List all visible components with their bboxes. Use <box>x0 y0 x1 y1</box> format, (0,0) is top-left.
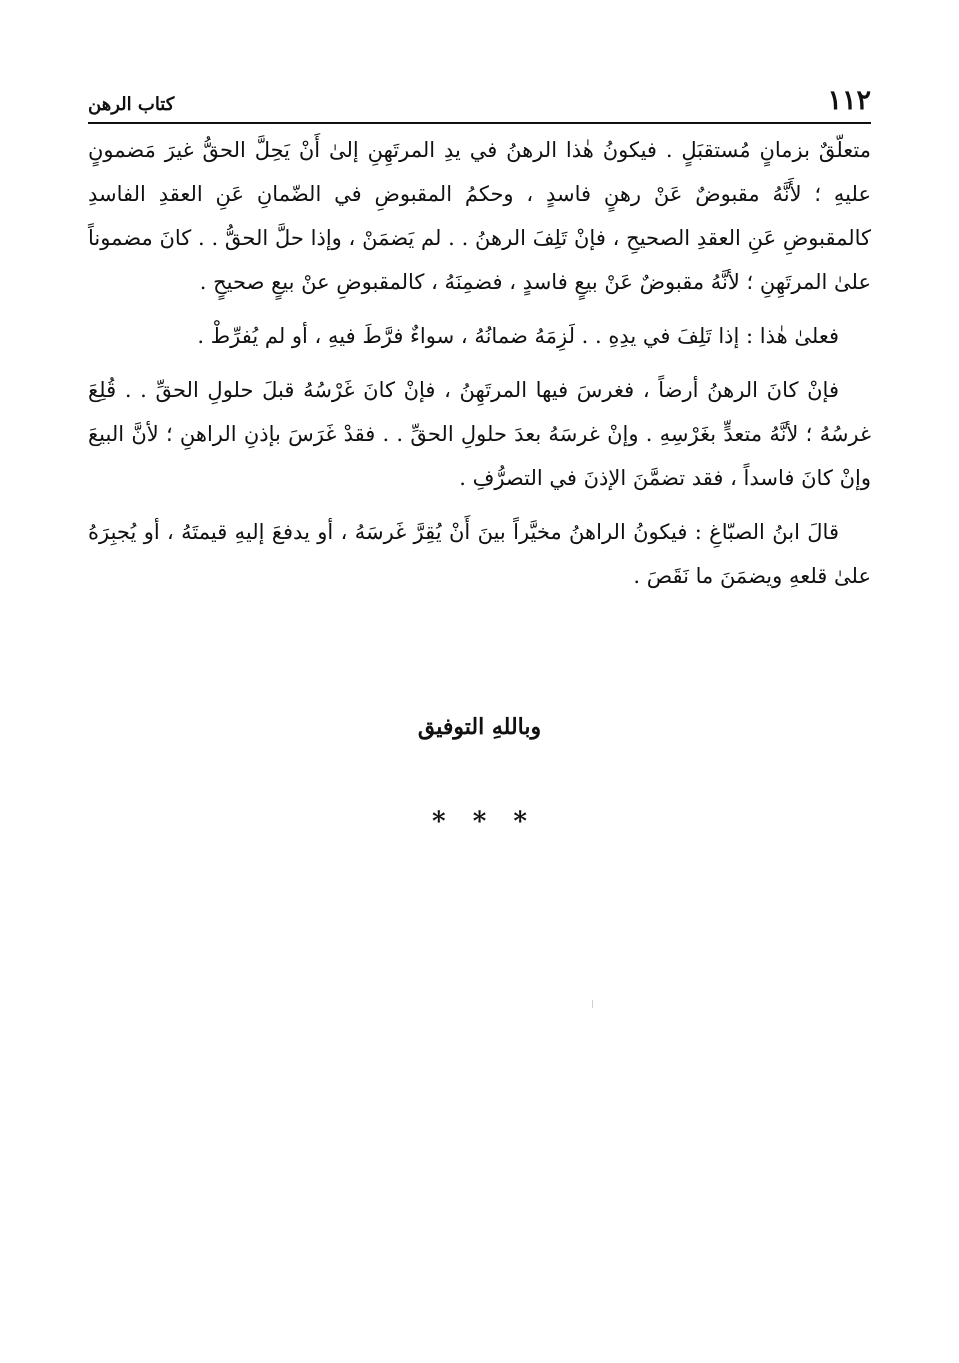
header-rule <box>88 122 871 124</box>
paragraph-2: فعلىٰ هٰذا : إذا تَلِفَ في يدِهِ . . لَزِمَهُ ضمانُهُ ، سواءٌ فرَّطَ فيهِ ، أو لم يُفرِّطْ . <box>197 324 839 348</box>
closing-phrase: وباللهِ التوفيق <box>417 714 542 740</box>
paragraph-1: متعلّقٌ بزمانٍ مُستقبَلٍ . فيكونُ هٰذا الرهنُ في يدِ المرتَهِنِ إلىٰ أَنْ يَحِلَّ الحقُّ غيرَ مَضمونٍ عليهِ ؛ لأَنَّهُ مقبوضٌ عَنْ رهنٍ فاسدٍ ، وحكمُ المقبوضِ في الضّمانِ عَنِ العقدِ الفاسدِ كالمقبوضِ عَنِ العقدِ الصحيحِ ، فإنْ تَلِفَ الرهنُ . . لم يَضمَنْ ، وإذا حلَّ الحقُّ . . كانَ مضموناً علىٰ المرتَهِنِ ؛ لأنَّهُ مقبوضٌ عَنْ بيعٍ فاسدٍ ، فضمِنَهُ ، كالمقبوضِ عنْ بيعٍ صحيحٍ . <box>88 138 871 294</box>
page-header <box>88 82 871 116</box>
running-title: كتاب الرهن <box>88 94 175 115</box>
body-text <box>88 128 871 608</box>
paragraph-3: فإنْ كانَ الرهنُ أرضاً ، فغرسَ فيها المرتَهِنُ ، فإنْ كانَ غَرْسُهُ قبلَ حلولِ الحقِّ . . قُلِعَ غرسُهُ ؛ لأنَّهُ متعدٍّ بغَرْسِهِ . وإنْ غرسَهُ بعدَ حلولِ الحقِّ . . فقدْ غَرَسَ بإذنِ الراهنِ ؛ لأنَّ البيعَ وإنْ كانَ فاسداً ، فقد تضمَّنَ الإذنَ في التصرُّفِ . <box>88 378 871 490</box>
paragraph-4: قالَ ابنُ الصبّاغِ : فيكونُ الراهنُ مخيَّراً بينَ أَنْ يُقِرَّ غَرسَهُ ، أو يدفعَ إليهِ قيمتَهُ ، أو يُجبِرَهُ علىٰ قلعهِ ويضمَنَ ما نَقَصَ . <box>88 520 871 588</box>
section-ornament: * * * <box>432 807 527 837</box>
page-number: ١١٢ <box>827 85 871 116</box>
paper-speck <box>592 1000 593 1008</box>
